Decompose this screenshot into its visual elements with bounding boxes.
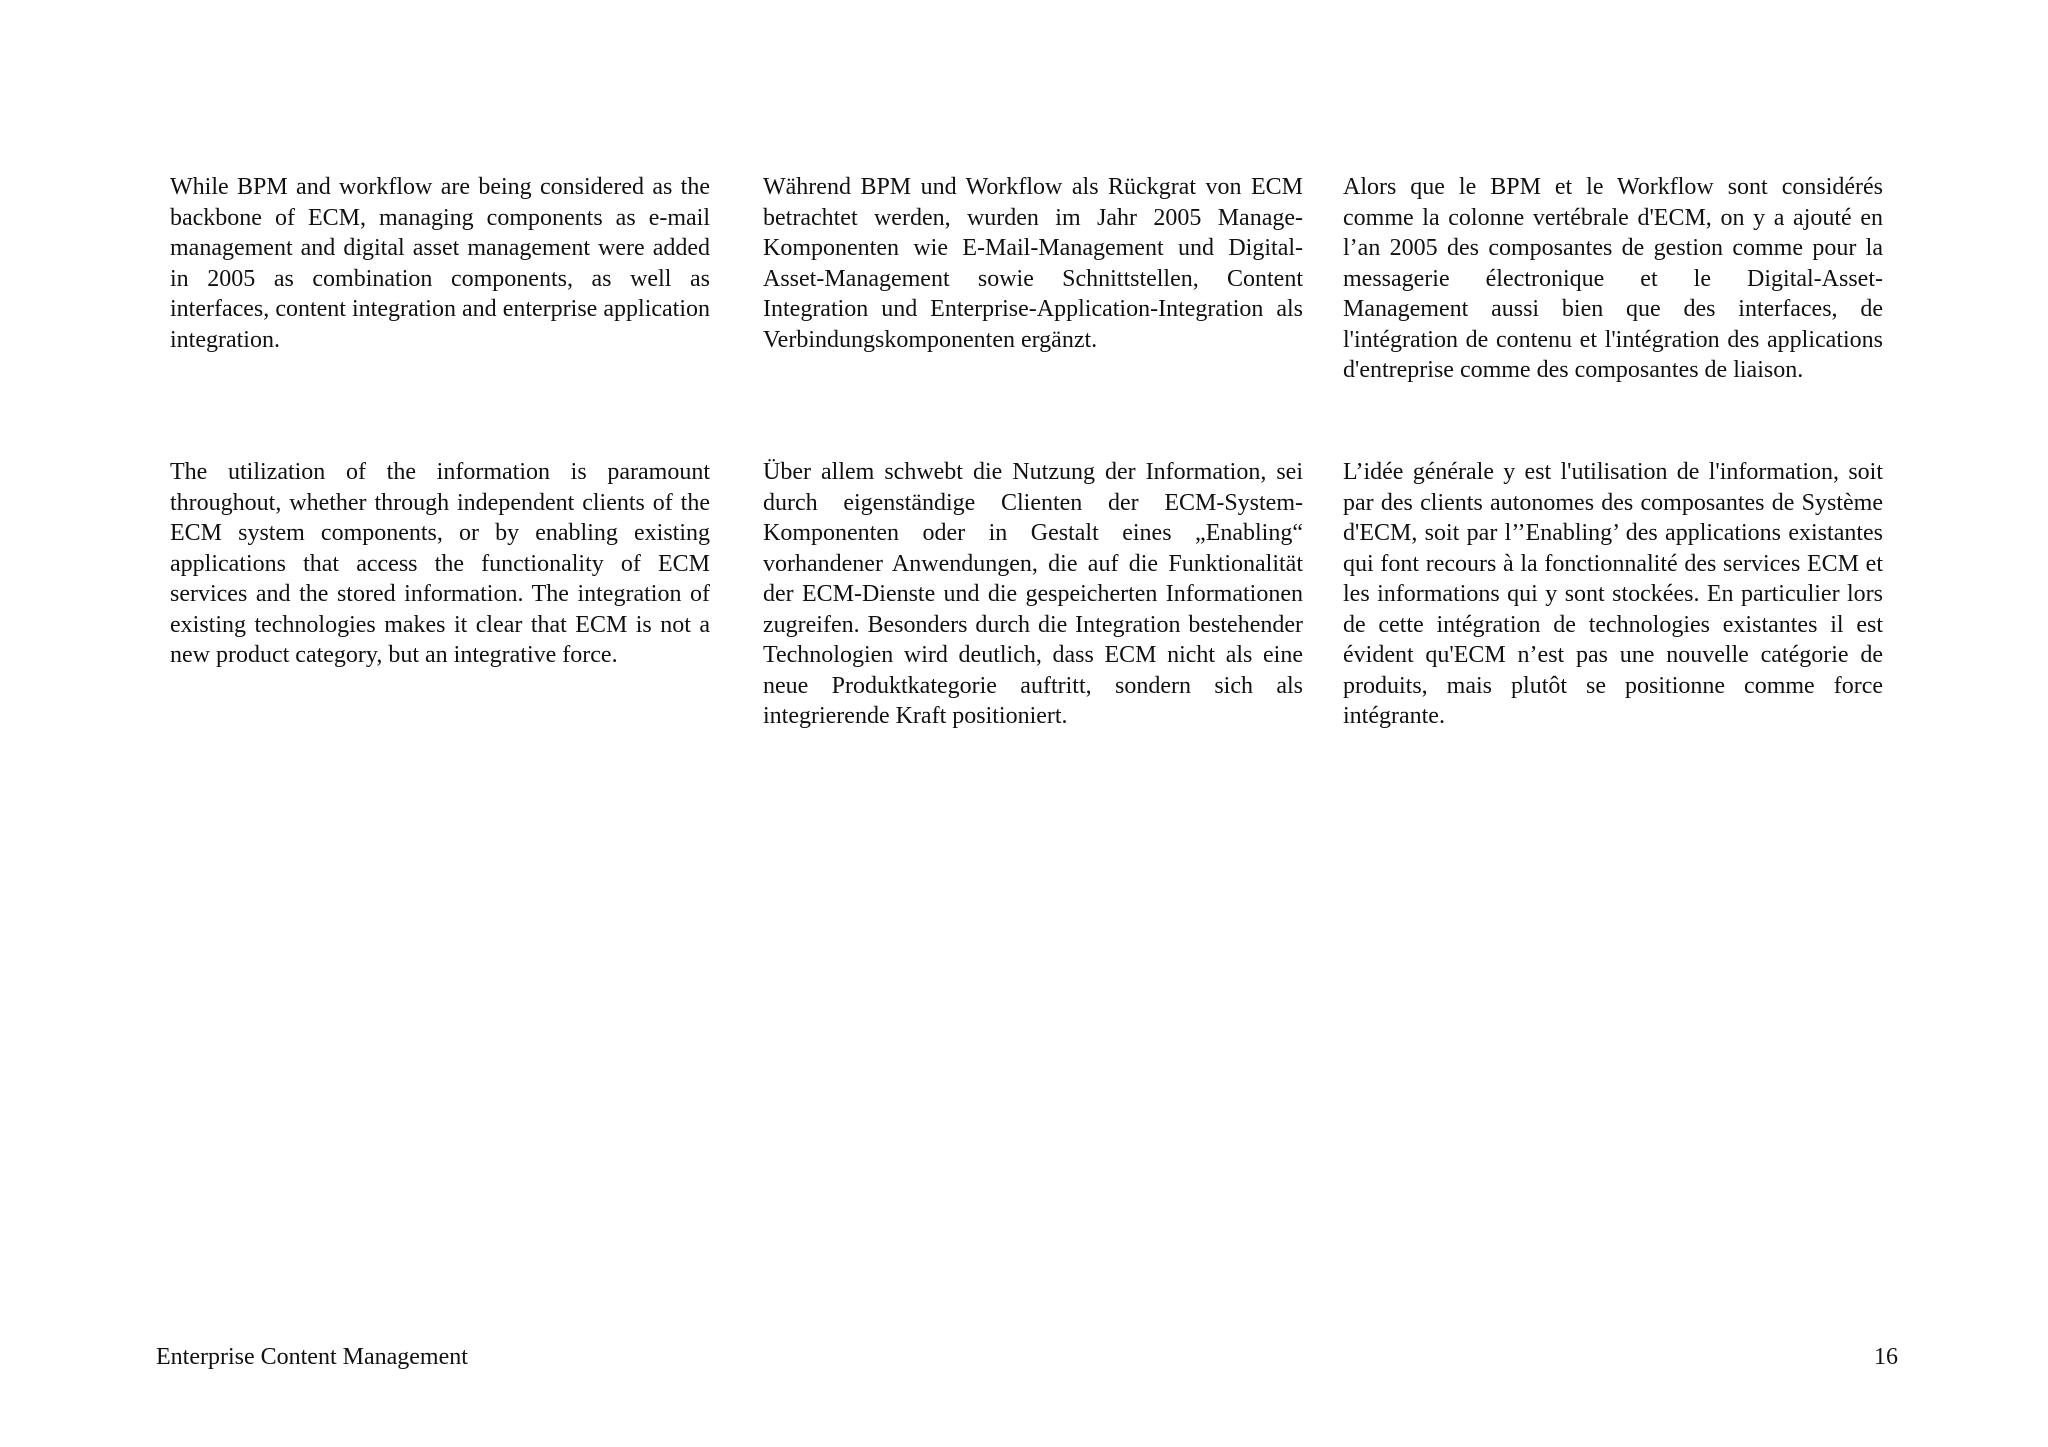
column-french-paragraph-1 [1343, 172, 1883, 386]
footer-title: Enterprise Content Management [156, 1344, 468, 1370]
column-english-paragraph-1 [170, 172, 710, 355]
page-number: 16 [1874, 1344, 1898, 1370]
paragraph-text: The utilization of the information is paramount throughout, whether through independent clients of the ECM system components, or by enabling existing applications that access the functionality of ECM services and the stored information. The integration of existing technologies makes it clear that ECM is not a new product category, but an integrative force. [170, 459, 710, 668]
column-english-paragraph-2 [170, 457, 710, 671]
paragraph-text: Alors que le BPM et le Workflow sont considérés comme la colonne vertébrale d'ECM, on y a ajouté en l’an 2005 des composantes de gestion comme pour la messagerie électronique et le Digital-Asset-Management aussi bien que des interfaces, de l'intégration de contenu et l'intégration des applications d'entreprise comme des composantes de liaison. [1343, 174, 1883, 383]
column-german-paragraph-1 [763, 172, 1303, 355]
paragraph-text: L’idée générale y est l'utilisation de l'information, soit par des clients autonomes des composantes de Système d'ECM, soit par l’’Enabling’ des applications existantes qui font recours à la fonctionnalité des services ECM et les informations qui y sont stockées. En particulier lors de cette intégration de technologies existantes il est évident qu'ECM n’est pas une nouvelle catégorie de produits, mais plutôt se positionne comme force intégrante. [1343, 459, 1883, 729]
paragraph-text: Über allem schwebt die Nutzung der Information, sei durch eigenständige Clienten der ECM-System-Komponenten oder in Gestalt eines „Enabling“ vorhandener Anwendungen, die auf die Funktionalität der ECM-Dienste und die gespeicherten Informationen zugreifen. Besonders durch die Integration bestehender Technologien wird deutlich, dass ECM nicht als eine neue Produktkategorie auftritt, sondern sich als integrierende Kraft positioniert. [763, 459, 1303, 729]
paragraph-text: Während BPM und Workflow als Rückgrat von ECM betrachtet werden, wurden im Jahr 2005 Manage-Komponenten wie E-Mail-Management und Digital-Asset-Management sowie Schnittstellen, Content Integration und Enterprise-Application-Integration als Verbindungskomponenten ergänzt. [763, 174, 1303, 353]
column-german-paragraph-2 [763, 457, 1303, 732]
paragraph-text: While BPM and workflow are being considered as the backbone of ECM, managing components as e-mail management and digital asset management were added in 2005 as combination components, as well as interfaces, content integration and enterprise application integration. [170, 174, 710, 353]
column-french-paragraph-2 [1343, 457, 1883, 732]
